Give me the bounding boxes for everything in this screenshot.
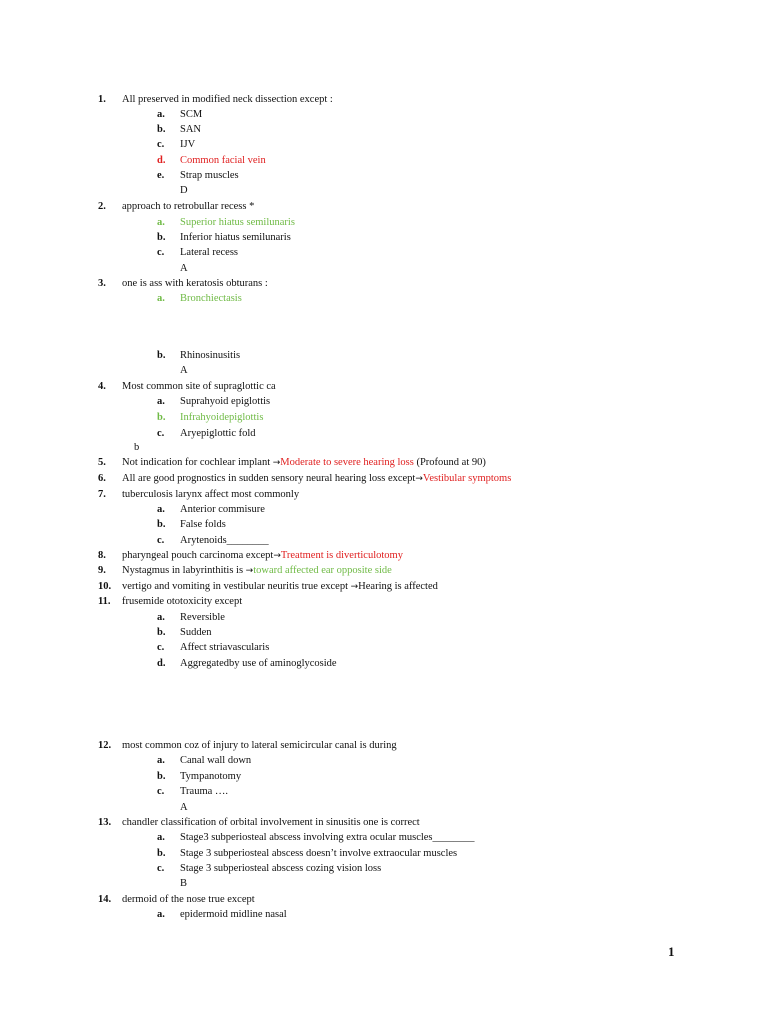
- text-run: one is ass with keratosis obturans :: [122, 278, 268, 289]
- question-line: [0, 488, 740, 502]
- option-letter: b.: [157, 232, 166, 243]
- question-line: [0, 816, 740, 830]
- option-line: [0, 770, 740, 784]
- question-text: [122, 564, 392, 578]
- text-run: Affect striavascularis: [180, 642, 270, 653]
- option-line: [0, 611, 740, 625]
- question-text: [122, 580, 438, 594]
- option-letter: b.: [157, 848, 166, 859]
- text-run: Canal wall down: [180, 755, 252, 766]
- option-letter: a.: [157, 612, 165, 623]
- option-line: [0, 847, 740, 861]
- text-run: Inferior hiatus semilunaris: [180, 232, 291, 243]
- option-line: [0, 292, 740, 306]
- answer-line: [0, 801, 740, 815]
- option-line: [0, 395, 740, 409]
- question-number: 8.: [98, 550, 106, 561]
- question-text: [122, 893, 255, 907]
- arrow-icon: →: [415, 474, 423, 484]
- option-line: [0, 518, 740, 532]
- question-line: [0, 200, 740, 214]
- question-number: 13.: [98, 817, 112, 828]
- option-text: [180, 395, 270, 409]
- option-line: [0, 246, 740, 260]
- option-letter: c.: [157, 428, 165, 439]
- text-run: Sudden: [180, 627, 212, 638]
- question-text: [122, 595, 242, 609]
- text-run: Reversible: [180, 612, 225, 623]
- answer-line: [0, 877, 740, 891]
- text-run: pharyngeal pouch carcinoma except: [122, 550, 274, 561]
- option-text: [180, 657, 337, 671]
- option-letter: b.: [157, 350, 166, 361]
- option-text: [180, 138, 195, 152]
- option-text: [180, 611, 225, 625]
- text-run: D: [180, 185, 188, 196]
- question-line: [0, 380, 740, 394]
- question-number: 12.: [98, 740, 112, 751]
- option-line: [0, 534, 740, 548]
- option-text: [180, 862, 381, 876]
- arrow-icon: →: [350, 582, 359, 592]
- text-run: Lateral recess: [180, 247, 239, 258]
- option-text: [180, 123, 201, 137]
- question-text: [122, 472, 511, 486]
- option-text: [180, 503, 265, 517]
- text-run: Hearing is affected: [358, 581, 438, 592]
- option-text: [180, 231, 291, 245]
- question-text: [122, 488, 299, 502]
- option-line: [0, 216, 740, 230]
- text-run: Stage 3 subperiosteal abscess doesn’t involve extraocular muscles: [180, 848, 458, 859]
- option-line: [0, 349, 740, 363]
- option-line: [0, 641, 740, 655]
- highlighted-answer: Vestibular symptoms: [422, 473, 512, 484]
- option-line: [0, 169, 740, 183]
- text-run: chandler classification of orbital involvement in sinusitis one is correct: [122, 817, 420, 828]
- question-text: [122, 277, 268, 291]
- text-run: Anterior commisure: [180, 504, 265, 515]
- answer-key: [180, 364, 188, 378]
- answer-line: [0, 184, 740, 198]
- question-number: 3.: [98, 278, 106, 289]
- option-line: [0, 785, 740, 799]
- option-letter: a.: [157, 504, 165, 515]
- text-run: Most common site of supraglottic ca: [122, 381, 276, 392]
- option-line: [0, 411, 740, 425]
- question-number: 9.: [98, 565, 106, 576]
- option-letter: a.: [157, 109, 165, 120]
- question-line: [0, 456, 740, 470]
- option-text: [180, 246, 238, 260]
- question-number: 4.: [98, 381, 106, 392]
- text-run: vertigo and vomiting in vestibular neuritis true except: [122, 581, 351, 592]
- text-run: A: [180, 365, 188, 376]
- option-letter: e.: [157, 170, 165, 181]
- text-run: approach to retrobullar recess *: [122, 201, 255, 212]
- option-text: [180, 626, 212, 640]
- option-line: [0, 123, 740, 137]
- question-number: 1.: [98, 94, 106, 105]
- option-line: [0, 754, 740, 768]
- highlighted-answer: toward affected ear opposite side: [253, 565, 392, 576]
- option-letter: a.: [157, 293, 165, 304]
- option-letter: b.: [157, 412, 166, 423]
- option-text: [180, 908, 287, 922]
- option-letter: a.: [157, 755, 165, 766]
- option-text: [180, 534, 269, 548]
- question-number: 7.: [98, 489, 106, 500]
- answer-line: [0, 441, 740, 455]
- option-line: [0, 831, 740, 845]
- arrow-icon: →: [273, 551, 281, 561]
- text-run: B: [180, 878, 188, 889]
- option-letter: b.: [157, 124, 166, 135]
- text-run: All are good prognostics in sudden sensory neural hearing loss except: [122, 473, 416, 484]
- option-text: [180, 785, 228, 799]
- option-letter: b.: [157, 519, 166, 530]
- option-line: [0, 154, 740, 168]
- question-line: [0, 564, 740, 578]
- answer-key: [180, 877, 187, 891]
- option-letter: c.: [157, 786, 165, 797]
- question-line: [0, 595, 740, 609]
- text-run: epidermoid midline nasal: [180, 909, 287, 920]
- text-run: Arytenoids________: [180, 535, 269, 546]
- option-letter: c.: [157, 139, 165, 150]
- option-letter: d.: [157, 155, 166, 166]
- option-letter: d.: [157, 658, 166, 669]
- text-run: SAN: [180, 124, 202, 135]
- text-run: tuberculosis larynx affect most commonly: [122, 489, 300, 500]
- question-text: [122, 200, 254, 214]
- option-letter: a.: [157, 909, 165, 920]
- option-letter: b.: [157, 771, 166, 782]
- option-letter: a.: [157, 396, 165, 407]
- option-line: [0, 427, 740, 441]
- answer-line: [0, 262, 740, 276]
- question-line: [0, 580, 740, 594]
- question-number: 10.: [98, 581, 112, 592]
- question-line: [0, 472, 740, 486]
- highlighted-answer: Infrahyoidepiglottis: [180, 412, 264, 423]
- text-run: Not indication for cochlear implant: [122, 457, 273, 468]
- option-line: [0, 657, 740, 671]
- answer-key: [180, 801, 188, 815]
- option-text: [180, 108, 202, 122]
- arrow-icon: →: [245, 566, 254, 576]
- option-text: [180, 216, 295, 230]
- question-text: [122, 549, 403, 563]
- option-text: [180, 831, 475, 845]
- option-letter: b.: [157, 627, 166, 638]
- option-letter: a.: [157, 832, 165, 843]
- question-text: [122, 380, 276, 394]
- text-run: Tympanotomy: [180, 771, 242, 782]
- text-run: Strap muscles: [180, 170, 239, 181]
- question-line: [0, 93, 740, 107]
- highlighted-answer: Superior hiatus semilunaris: [180, 217, 295, 228]
- text-run: Rhinosinusitis: [180, 350, 241, 361]
- option-line: [0, 626, 740, 640]
- highlighted-answer: Bronchiectasis: [180, 293, 242, 304]
- question-line: [0, 739, 740, 753]
- answer-key: [134, 441, 139, 455]
- question-number: 11.: [98, 596, 111, 607]
- option-text: [180, 292, 242, 306]
- question-number: 14.: [98, 894, 112, 905]
- question-number: 6.: [98, 473, 106, 484]
- option-text: [180, 641, 269, 655]
- option-letter: c.: [157, 863, 165, 874]
- option-letter: c.: [157, 247, 165, 258]
- option-text: [180, 754, 251, 768]
- question-text: [122, 739, 397, 753]
- question-line: [0, 549, 740, 563]
- text-run: IJV: [180, 139, 196, 150]
- option-line: [0, 108, 740, 122]
- option-text: [180, 154, 266, 168]
- option-text: [180, 411, 263, 425]
- answer-key: [180, 184, 188, 198]
- text-run: Stage3 subperiosteal abscess involving extra ocular muscles________: [180, 832, 475, 843]
- option-text: [180, 518, 226, 532]
- option-text: [180, 427, 256, 441]
- highlighted-answer: Treatment is diverticulotomy: [280, 550, 403, 561]
- question-text: [122, 93, 333, 107]
- text-run: Aryepiglottic fold: [180, 428, 256, 439]
- option-text: [180, 847, 457, 861]
- text-run: dermoid of the nose true except: [122, 894, 255, 905]
- question-number: 2.: [98, 201, 106, 212]
- answer-key: [180, 262, 188, 276]
- page-number: 1: [668, 944, 675, 959]
- text-run: most common coz of injury to lateral semicircular canal is during: [122, 740, 397, 751]
- text-run: Aggregatedby use of aminoglycoside: [180, 658, 337, 669]
- question-text: [122, 816, 420, 830]
- answer-line: [0, 364, 740, 378]
- option-line: [0, 231, 740, 245]
- option-line: [0, 138, 740, 152]
- text-run: A: [180, 802, 188, 813]
- text-run: Trauma ….: [180, 786, 229, 797]
- text-run: frusemide ototoxicity except: [122, 596, 243, 607]
- option-line: [0, 862, 740, 876]
- option-letter: c.: [157, 535, 165, 546]
- question-number: 5.: [98, 457, 106, 468]
- text-run: b: [134, 442, 140, 453]
- arrow-icon: →: [272, 458, 281, 468]
- text-run: All preserved in modified neck dissection except :: [122, 94, 333, 105]
- text-run: Nystagmus in labyrinthitis is: [122, 565, 246, 576]
- option-text: [180, 349, 240, 363]
- text-run: A: [180, 263, 188, 274]
- question-line: [0, 893, 740, 907]
- option-letter: c.: [157, 642, 165, 653]
- text-run: Suprahyoid epiglottis: [180, 396, 271, 407]
- highlighted-answer: Moderate to severe hearing loss: [280, 457, 414, 468]
- option-letter: a.: [157, 217, 165, 228]
- highlighted-answer: Common facial vein: [180, 155, 266, 166]
- option-text: [180, 770, 241, 784]
- text-run: SCM: [180, 109, 203, 120]
- text-run: (Profound at 90): [413, 457, 486, 468]
- option-text: [180, 169, 239, 183]
- text-run: Stage 3 subperiosteal abscess cozing vision loss: [180, 863, 382, 874]
- option-line: [0, 908, 740, 922]
- option-line: [0, 503, 740, 517]
- question-text: [122, 456, 486, 470]
- text-run: False folds: [180, 519, 226, 530]
- question-line: [0, 277, 740, 291]
